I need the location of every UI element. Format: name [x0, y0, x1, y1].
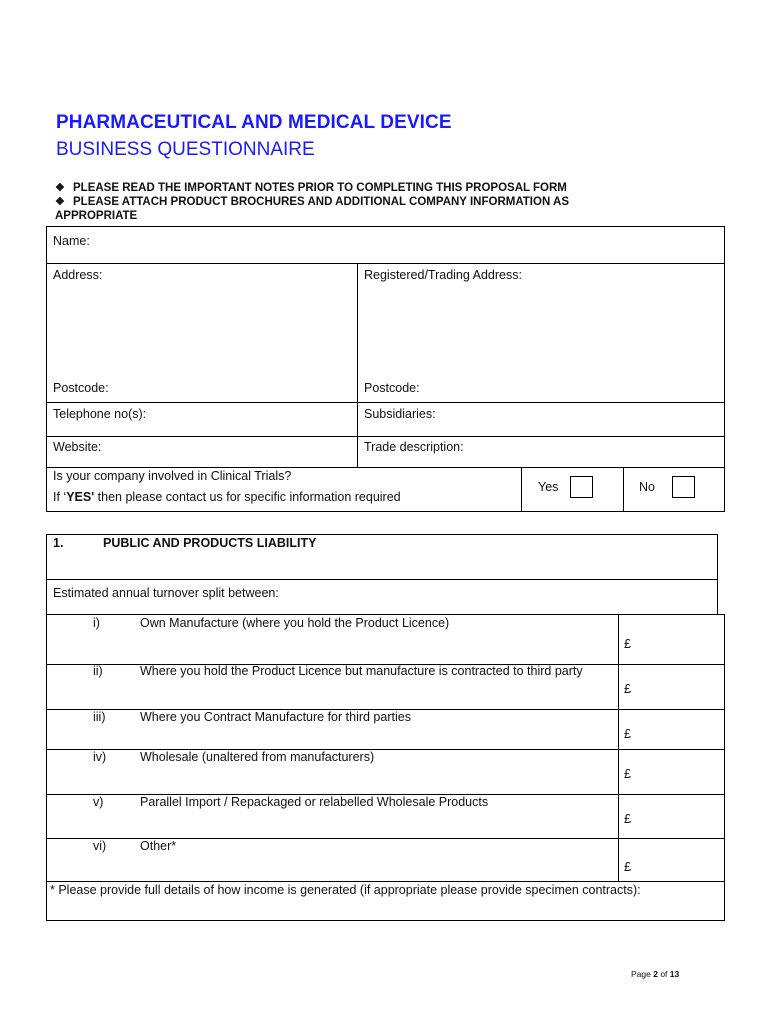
address-label: Address: — [53, 268, 103, 282]
row-description: Where you hold the Product Licence but manufacture is contracted to third party — [140, 664, 583, 678]
turnover-label: Estimated annual turnover split between: — [53, 586, 279, 600]
note-text-continuation: APPROPRIATE — [55, 210, 138, 222]
note-item — [55, 181, 695, 195]
turnover-amount-field[interactable] — [618, 838, 725, 882]
page-subtitle: BUSINESS QUESTIONNAIRE — [56, 139, 315, 160]
clinical-rest-text: then please contact us for specific information required — [94, 490, 401, 504]
row-number: i) — [93, 616, 100, 630]
currency-symbol: £ — [624, 767, 631, 781]
row-description: Where you Contract Manufacture for third parties — [140, 710, 411, 724]
trade-description-label: Trade description: — [364, 440, 464, 454]
turnover-amount-field[interactable] — [618, 664, 725, 710]
turnover-amount-field[interactable] — [618, 614, 725, 665]
row-number: vi) — [93, 839, 107, 853]
row-description: Other* — [140, 839, 177, 853]
telephone-label: Telephone no(s): — [53, 407, 147, 421]
currency-symbol: £ — [624, 727, 631, 741]
subsidiaries-label: Subsidiaries: — [364, 407, 436, 421]
row-description: Wholesale (unaltered from manufacturers) — [140, 750, 375, 764]
currency-symbol: £ — [624, 812, 631, 826]
website-label: Website: — [53, 440, 102, 454]
turnover-row-cell — [46, 838, 619, 882]
row-number: iii) — [93, 710, 106, 724]
row-number: ii) — [93, 664, 103, 678]
important-notes — [55, 181, 695, 223]
row-number: v) — [93, 795, 104, 809]
row-number: iv) — [93, 750, 107, 764]
diamond-bullet-icon: ❖ — [55, 182, 65, 194]
note-text: PLEASE ATTACH PRODUCT BROCHURES AND ADDITIONAL COMPANY INFORMATION AS — [73, 196, 569, 208]
page-number — [631, 969, 679, 979]
currency-symbol: £ — [624, 860, 631, 874]
section-heading: PUBLIC AND PRODUCTS LIABILITY — [103, 536, 317, 550]
postcode-label-left: Postcode: — [53, 381, 109, 395]
yes-label: Yes — [538, 480, 559, 494]
page-prefix: Page — [631, 969, 654, 979]
page-of: of — [657, 969, 670, 979]
clinical-trials-question: Is your company involved in Clinical Trials? — [53, 469, 292, 483]
page-current: 2 — [653, 969, 658, 979]
turnover-amount-field[interactable] — [618, 749, 725, 795]
page-title: PHARMACEUTICAL AND MEDICAL DEVICE — [56, 112, 452, 133]
clinical-yes-bold: YES' — [66, 490, 95, 504]
note-item — [55, 195, 695, 209]
yes-checkbox[interactable] — [570, 476, 593, 498]
diamond-bullet-icon: ❖ — [55, 196, 65, 208]
currency-symbol: £ — [624, 682, 631, 696]
turnover-amount-field[interactable] — [618, 794, 725, 839]
postcode-label-right: Postcode: — [364, 381, 420, 395]
registered-address-label: Registered/Trading Address: — [364, 268, 522, 282]
name-label: Name: — [53, 234, 90, 248]
currency-symbol: £ — [624, 637, 631, 651]
clinical-if-text: If ‘ — [53, 490, 67, 504]
note-text: PLEASE READ THE IMPORTANT NOTES PRIOR TO COMPLETING THIS PROPOSAL FORM — [73, 182, 567, 194]
turnover-amount-field[interactable] — [618, 709, 725, 750]
income-details-note: * Please provide full details of how income is generated (if appropriate please provide specimen contracts): — [50, 883, 641, 897]
row-description: Own Manufacture (where you hold the Product Licence) — [140, 616, 450, 630]
section-number: 1. — [53, 536, 64, 550]
page-total: 13 — [669, 969, 680, 979]
no-checkbox[interactable] — [672, 476, 695, 498]
no-label: No — [639, 480, 655, 494]
name-field[interactable] — [46, 226, 725, 264]
clinical-trials-instruction — [53, 490, 401, 504]
row-description: Parallel Import / Repackaged or relabelled Wholesale Products — [140, 795, 489, 809]
